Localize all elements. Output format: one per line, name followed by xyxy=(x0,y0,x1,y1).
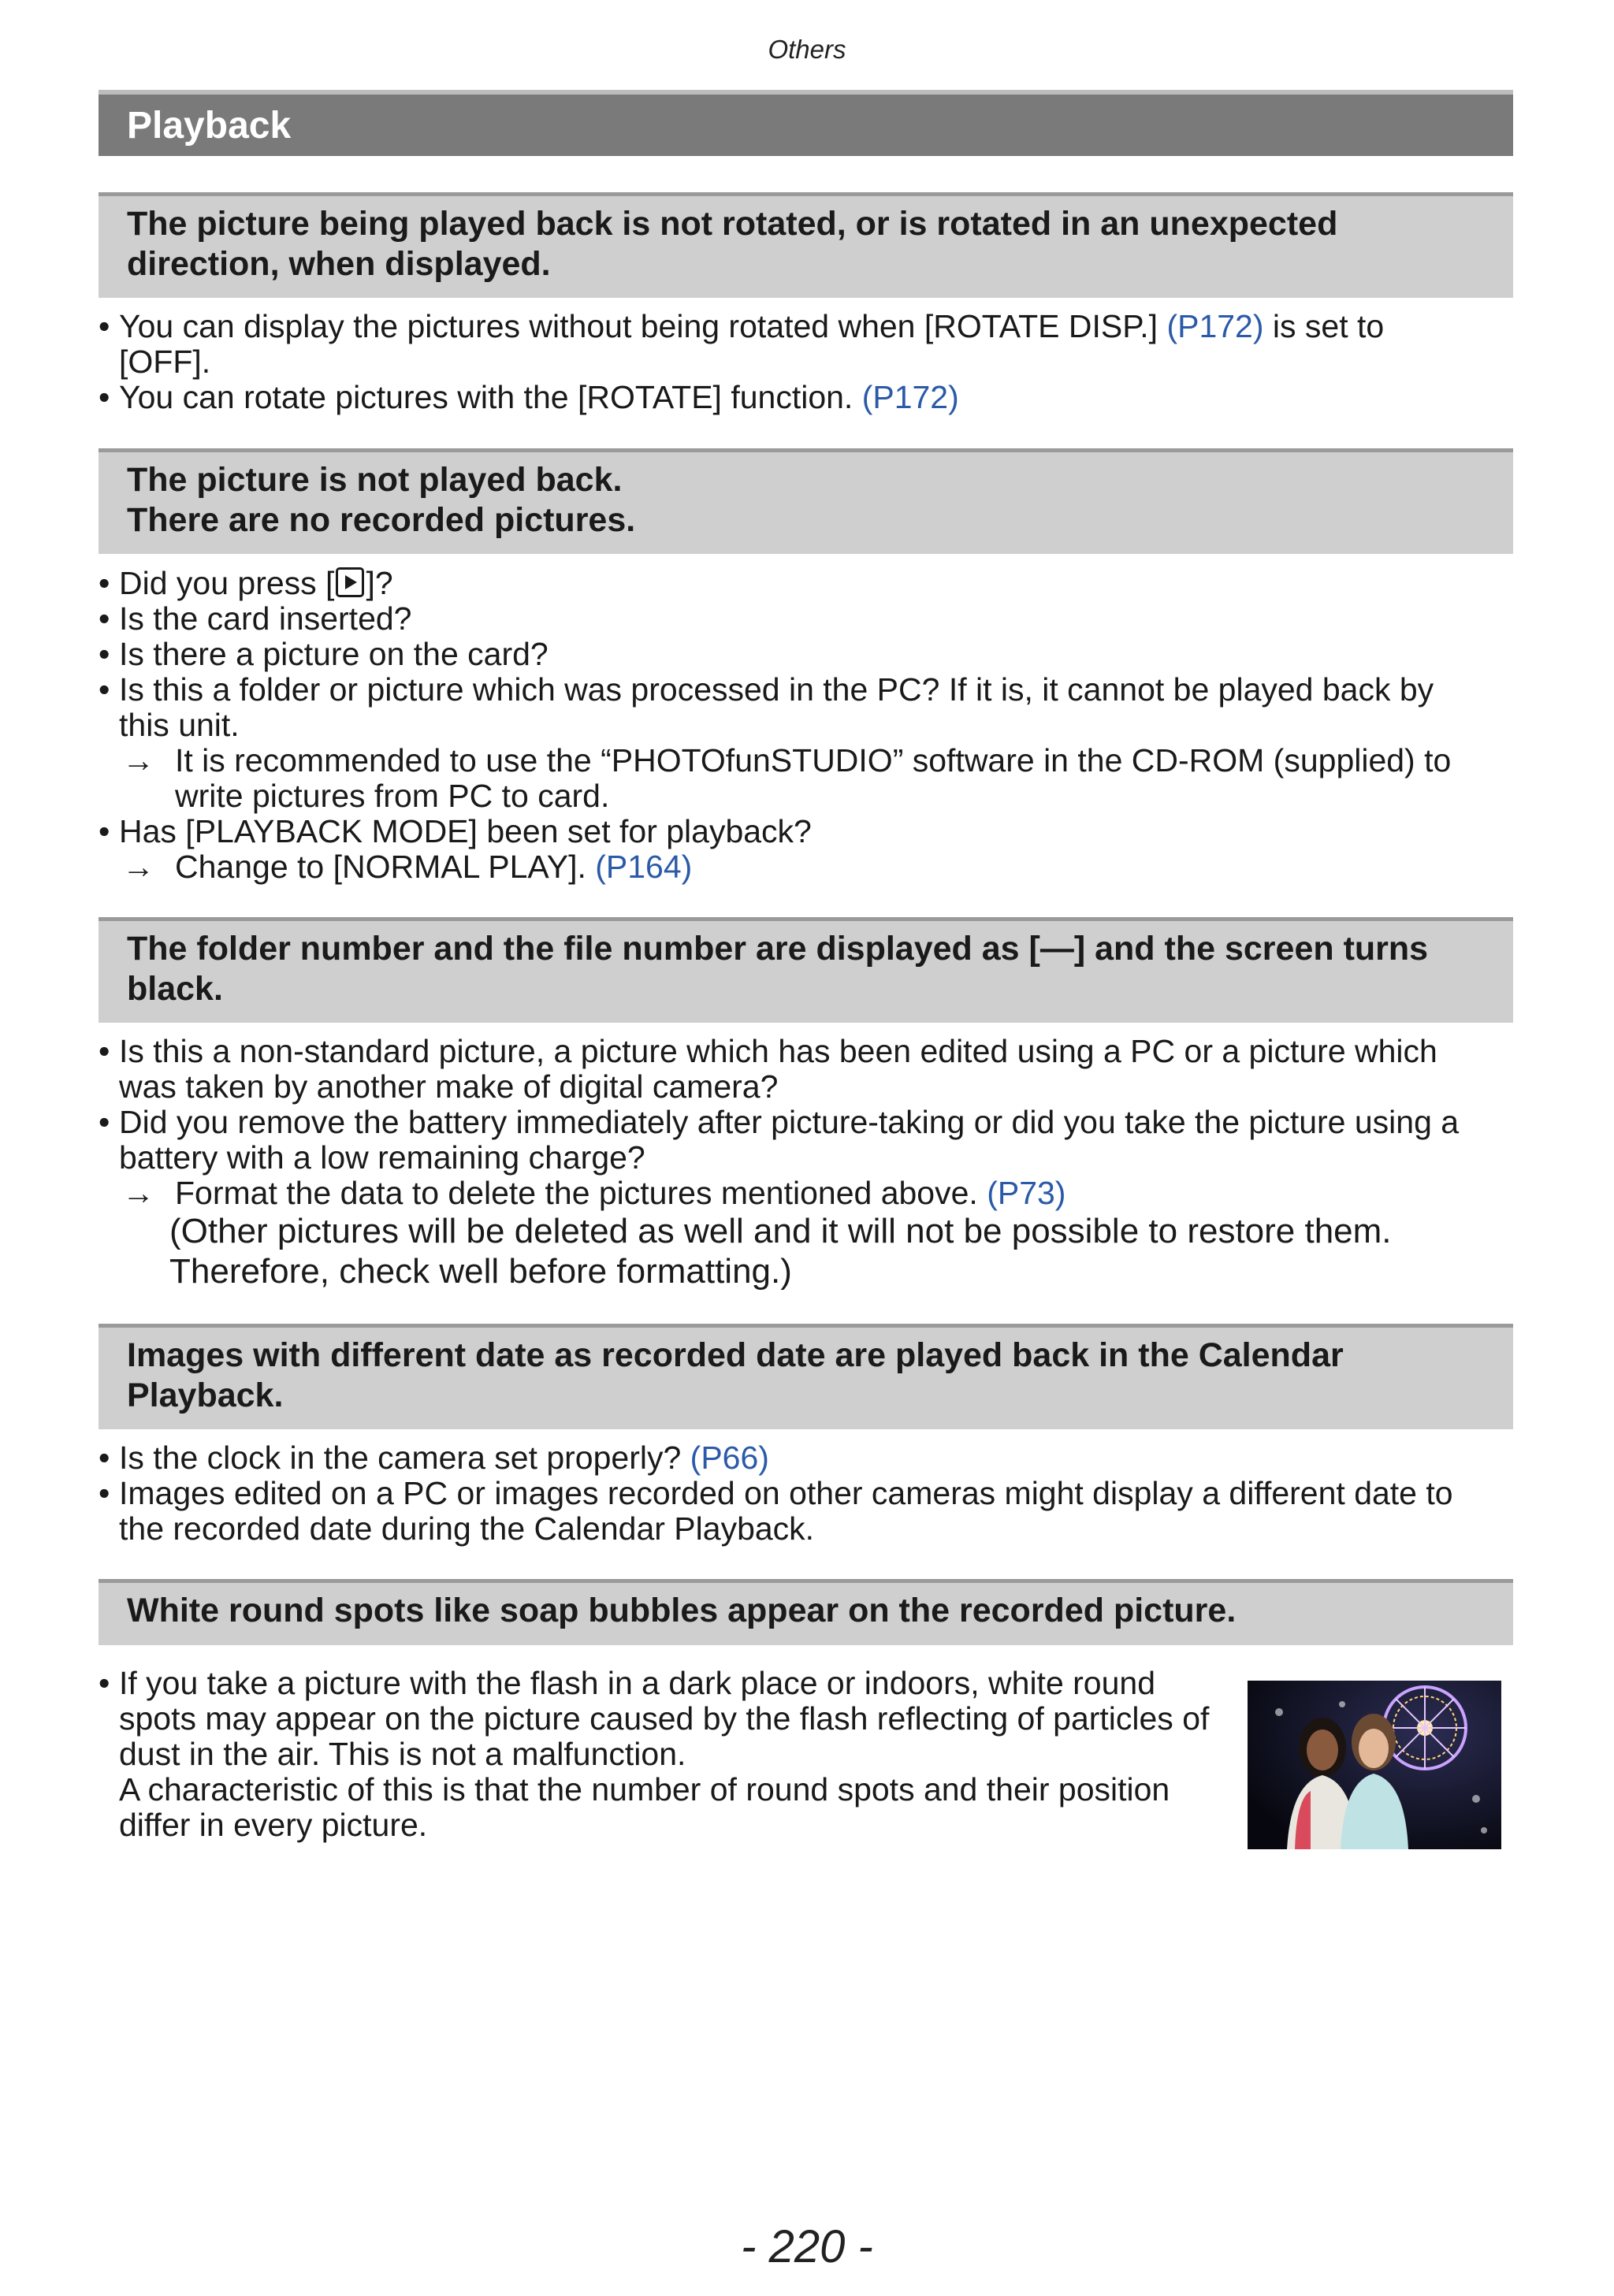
item-text: Did you remove the battery immediately after picture-taking or did you take the picture using a battery with a low remaining charge? xyxy=(119,1104,1460,1176)
item-text: Has [PLAYBACK MODE] been set for playback? xyxy=(119,813,812,849)
example-photo-drawing xyxy=(1248,1681,1501,1849)
question-header-folder-number xyxy=(99,917,1513,1023)
item-text: Is this a folder or picture which was processed in the PC? If it is, it cannot be played back by this unit. xyxy=(119,671,1434,743)
bullet: • xyxy=(99,600,110,637)
formatting-note: (Other pictures will be deleted as well and it will not be possible to restore them. Therefore, check well before formatting.) xyxy=(169,1212,1392,1291)
arrow-icon: → xyxy=(122,849,154,885)
bullet: • xyxy=(99,1440,110,1476)
bullet: • xyxy=(99,1033,110,1069)
bullet: • xyxy=(99,308,110,344)
page-number: - 220 - xyxy=(741,2221,873,2272)
arrow-icon: → xyxy=(122,742,154,778)
item-text: You can rotate pictures with the [ROTATE] function. xyxy=(119,379,862,415)
list-item xyxy=(99,601,1513,637)
section-title-bar xyxy=(99,90,1513,156)
question-title: The picture being played back is not rotated, or is rotated in an unexpected direction, when displayed. xyxy=(127,205,1338,283)
list-item xyxy=(99,1440,1513,1476)
bullet: • xyxy=(99,813,110,849)
page-reference-link[interactable]: (P164) xyxy=(595,849,693,885)
list-item xyxy=(99,309,1513,380)
list-item xyxy=(99,380,1513,415)
list-item xyxy=(99,672,1513,743)
arrow-icon: → xyxy=(122,1175,154,1211)
item-text: Is there a picture on the card? xyxy=(119,636,549,672)
sub-item-text: It is recommended to use the “PHOTOfunSTUDIO” software in the CD-ROM (supplied) to write pictures from PC to card. xyxy=(175,742,1452,814)
answer-list-white-spots xyxy=(99,1666,1233,1843)
question-header-calendar-date xyxy=(99,1324,1513,1429)
sub-item xyxy=(99,849,1513,885)
list-item xyxy=(99,566,1513,601)
bullet: • xyxy=(99,565,110,601)
question-title: The picture is not played back. There are no recorded pictures. xyxy=(127,461,636,539)
item-text: Is the clock in the camera set properly? xyxy=(119,1440,690,1476)
answer-list-folder-number xyxy=(99,1034,1513,1291)
sub-item-text: Change to [NORMAL PLAY]. xyxy=(175,849,596,885)
bullet: • xyxy=(99,1104,110,1140)
page-reference-link[interactable]: (P66) xyxy=(690,1440,769,1476)
item-text: Did you press [ xyxy=(119,565,335,601)
question-title: Images with different date as recorded date are played back in the Calendar Playback. xyxy=(127,1336,1344,1414)
page-reference-link[interactable]: (P172) xyxy=(1166,308,1264,344)
bullet: • xyxy=(99,1475,110,1511)
running-header: Others xyxy=(768,35,846,64)
item-text-continued: is set to [OFF]. xyxy=(119,308,1385,380)
item-text: Is the card inserted? xyxy=(119,600,412,637)
list-item xyxy=(99,637,1513,672)
example-photo xyxy=(1248,1681,1501,1849)
answer-list-rotation xyxy=(99,309,1513,415)
item-text: Is this a non-standard picture, a picture which has been edited using a PC or a picture which was taken by another make of digital camera? xyxy=(119,1033,1437,1105)
item-text: You can display the pictures without being rotated when [ROTATE DISP.] xyxy=(119,308,1167,344)
item-text: Images edited on a PC or images recorded on other cameras might display a different date to the recorded date during the Calendar Playback. xyxy=(119,1475,1453,1547)
bullet: • xyxy=(99,636,110,672)
bullet: • xyxy=(99,379,110,415)
list-item xyxy=(99,1476,1513,1547)
bullet: • xyxy=(99,671,110,708)
question-header-white-spots xyxy=(99,1579,1513,1645)
page-reference-link[interactable]: (P172) xyxy=(861,379,959,415)
question-title: The folder number and the file number are displayed as [—] and the screen turns black. xyxy=(127,930,1429,1008)
ferris-wheel xyxy=(1384,1687,1466,1769)
list-item xyxy=(99,1105,1513,1176)
sub-item xyxy=(99,743,1513,814)
answer-list-not-played-back xyxy=(99,566,1513,885)
list-item xyxy=(99,814,1513,849)
playback-button-icon xyxy=(336,567,364,597)
question-title: White round spots like soap bubbles appear on the recorded picture. xyxy=(127,1592,1237,1629)
page-reference-link[interactable]: (P73) xyxy=(987,1175,1066,1211)
question-header-not-played-back xyxy=(99,448,1513,554)
section-title: Playback xyxy=(127,105,292,147)
list-item xyxy=(99,1666,1233,1843)
list-item xyxy=(99,1034,1513,1105)
item-text-end: ]? xyxy=(366,565,393,601)
item-text: If you take a picture with the flash in a dark place or indoors, white round spots may appear on the picture caused by the flash reflecting of particles of dust in the air. This is not a malfunction. A characteristic of this is that the number of round spots and their position differ in every picture. xyxy=(119,1665,1210,1843)
sub-item xyxy=(99,1176,1513,1211)
bullet: • xyxy=(99,1665,110,1701)
answer-list-calendar-date xyxy=(99,1440,1513,1547)
question-header-rotation xyxy=(99,192,1513,298)
sub-item-text: Format the data to delete the pictures mentioned above. xyxy=(175,1175,987,1211)
